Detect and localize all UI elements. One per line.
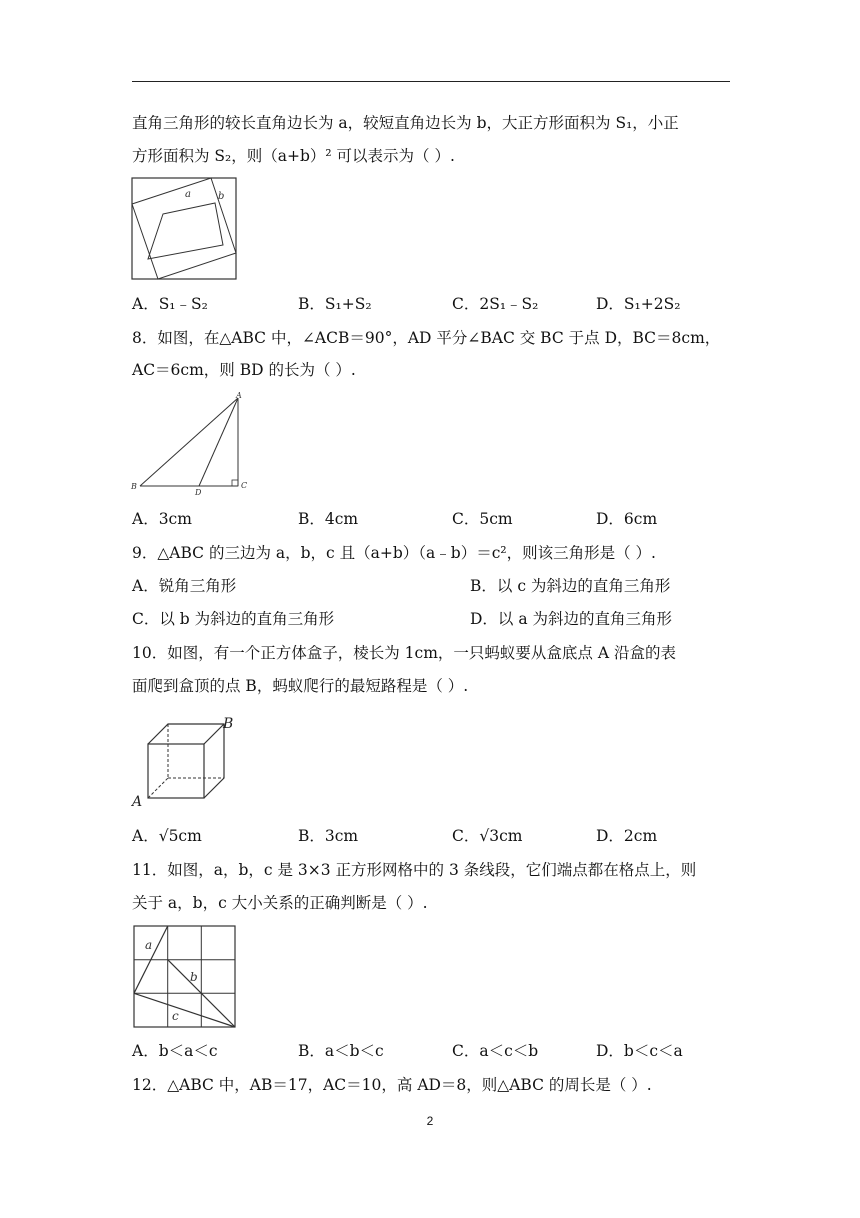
q8-label-C: C xyxy=(241,481,248,490)
q7-label-a: a xyxy=(185,189,191,200)
q7-option-c: C．2S₁﹣S₂ xyxy=(452,295,539,313)
q12-text-line1: 12．△ABC 中，AB＝17，AC＝10，高 AD＝8，则△ABC 的周长是（ ）. xyxy=(132,1076,652,1094)
q9-option-c: C．以 b 为斜边的直角三角形 xyxy=(132,610,335,628)
q10-option-a: A．√5cm xyxy=(132,827,202,845)
q8-option-c: C．5cm xyxy=(452,510,513,528)
q10-option-c: C．√3cm xyxy=(452,827,523,845)
q9-text-line1: 9．△ABC 的三边为 a，b，c 且（a+b）（a﹣b）＝c²，则该三角形是（ ）. xyxy=(132,544,656,562)
q8-label-D: D xyxy=(195,488,202,497)
q8-option-a: A．3cm xyxy=(132,510,192,528)
q11-text-line1: 11．如图，a，b，c 是 3×3 正方形网格中的 3 条线段，它们端点都在格点上，则 xyxy=(132,861,697,879)
header-rule xyxy=(132,81,730,82)
q7-option-b: B．S₁+S₂ xyxy=(298,295,372,313)
q11-option-a: A．b＜a＜c xyxy=(132,1042,218,1060)
q8-option-b: B．4cm xyxy=(298,510,359,528)
q10-figure-cube xyxy=(128,710,243,810)
q9-option-b: B．以 c 为斜边的直角三角形 xyxy=(470,577,671,595)
q11-label-c: c xyxy=(172,1009,179,1023)
q7-label-b: b xyxy=(218,191,225,202)
q10-label-A: A xyxy=(132,794,143,810)
q11-label-a: a xyxy=(145,938,153,952)
q10-option-d: D．2cm xyxy=(596,827,658,845)
q10-text-line2: 面爬到盒顶的点 B，蚂蚁爬行的最短路程是（ ）. xyxy=(132,677,469,695)
q11-option-b: B．a＜b＜c xyxy=(298,1042,384,1060)
q8-label-A: A xyxy=(236,391,242,400)
page-number: 2 xyxy=(426,1114,434,1128)
q7-text-line1: 直角三角形的较长直角边长为 a，较短直角边长为 b，大正方形面积为 S₁，小正 xyxy=(132,114,679,132)
q7-option-a: A．S₁﹣S₂ xyxy=(132,295,208,313)
q11-option-c: C．a＜c＜b xyxy=(452,1042,539,1060)
q11-text-line2: 关于 a，b，c 大小关系的正确判断是（ ）. xyxy=(132,894,428,912)
q11-figure-grid xyxy=(132,924,238,1030)
q10-text-line1: 10．如图，有一个正方体盒子，棱长为 1cm，一只蚂蚁要从盒底点 A 沿盒的表 xyxy=(132,644,676,662)
q8-text-line2: AC＝6cm，则 BD 的长为（ ）. xyxy=(132,361,356,379)
q10-option-b: B．3cm xyxy=(298,827,359,845)
q10-label-B: B xyxy=(223,716,234,732)
q8-option-d: D．6cm xyxy=(596,510,658,528)
q8-label-B: B xyxy=(131,482,137,491)
q7-figure-square xyxy=(130,176,240,282)
q7-option-d: D．S₁+2S₂ xyxy=(596,295,681,313)
q11-option-d: D．b＜c＜a xyxy=(596,1042,683,1060)
q8-text-line1: 8．如图，在△ABC 中，∠ACB＝90°，AD 平分∠BAC 交 BC 于点 D，BC＝8cm， xyxy=(132,329,721,347)
q11-label-b: b xyxy=(190,970,198,984)
q9-option-d: D．以 a 为斜边的直角三角形 xyxy=(470,610,673,628)
q8-figure-triangle xyxy=(128,390,253,498)
q9-option-a: A．锐角三角形 xyxy=(132,577,237,595)
q7-text-line2: 方形面积为 S₂，则（a+b）² 可以表示为（ ）. xyxy=(132,147,455,165)
